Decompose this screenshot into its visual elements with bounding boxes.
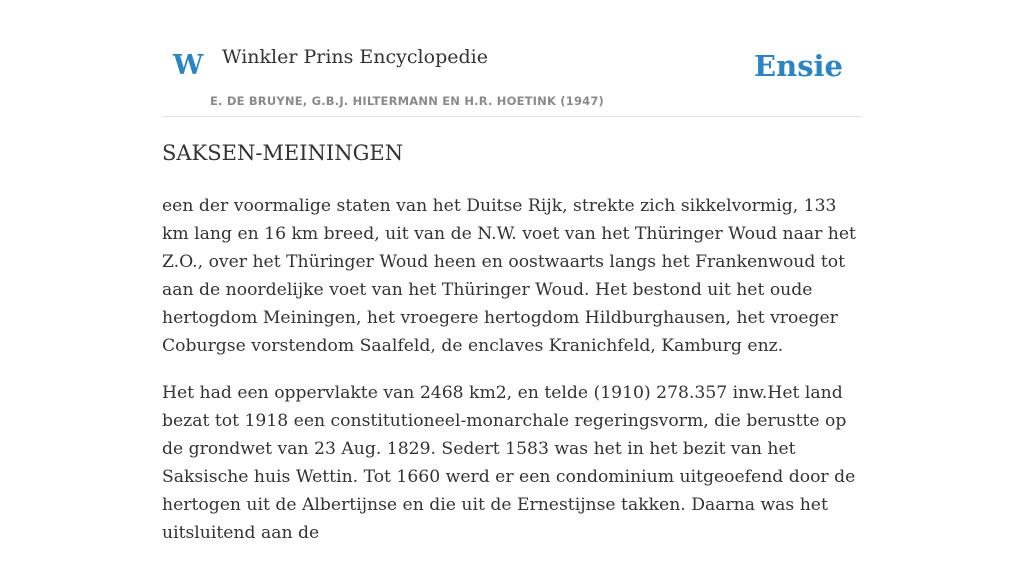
entry-paragraph: een der voormalige staten van het Duitse Rijk, strekte zich sikkelvormig, 133 km lang en 16 km breed, uit van de N.W. voet van het Thüringer Woud naar het Z.O., over het Thüringer Woud heen en oostwaarts langs het Frankenwoud tot aan de noordelijke voet van het Thüringer Woud. Het bestond uit het oude hertogdom Meiningen, het vroegere hertogdom Hildburghausen, het vroeger Coburgse vorstendom Saalfeld, de enclaves Kranichfeld, Kamburg enz. — [162, 196, 856, 356]
entry-title: SAKSEN-MEININGEN — [162, 141, 404, 165]
entry-paragraph: Het had een oppervlakte van 2468 km2, en telde (1910) 278.357 inw.Het land bezat tot 1918 een constitutioneel-monarchale regeringsvorm, die berustte op de grondwet van 23 Aug. 1829. Sedert 1583 was het in het bezit van het Saksische huis Wettin. Tot 1660 werd er een condominium uitgeoefend door de hertogen uit de Albertijnse en die uit de Ernestijnse takken. Daarna was het uitsluitend aan de — [162, 383, 856, 543]
brand-logo[interactable]: Ensie — [754, 49, 843, 83]
source-authors: E. DE BRUYNE, G.B.J. HILTERMANN EN H.R. HOETINK (1947) — [210, 94, 605, 108]
article-page — [162, 0, 862, 543]
source-logo[interactable]: W — [173, 50, 204, 81]
source-title[interactable]: Winkler Prins Encyclopedie — [222, 46, 488, 68]
source-header — [162, 0, 862, 117]
entry-body — [162, 192, 862, 566]
